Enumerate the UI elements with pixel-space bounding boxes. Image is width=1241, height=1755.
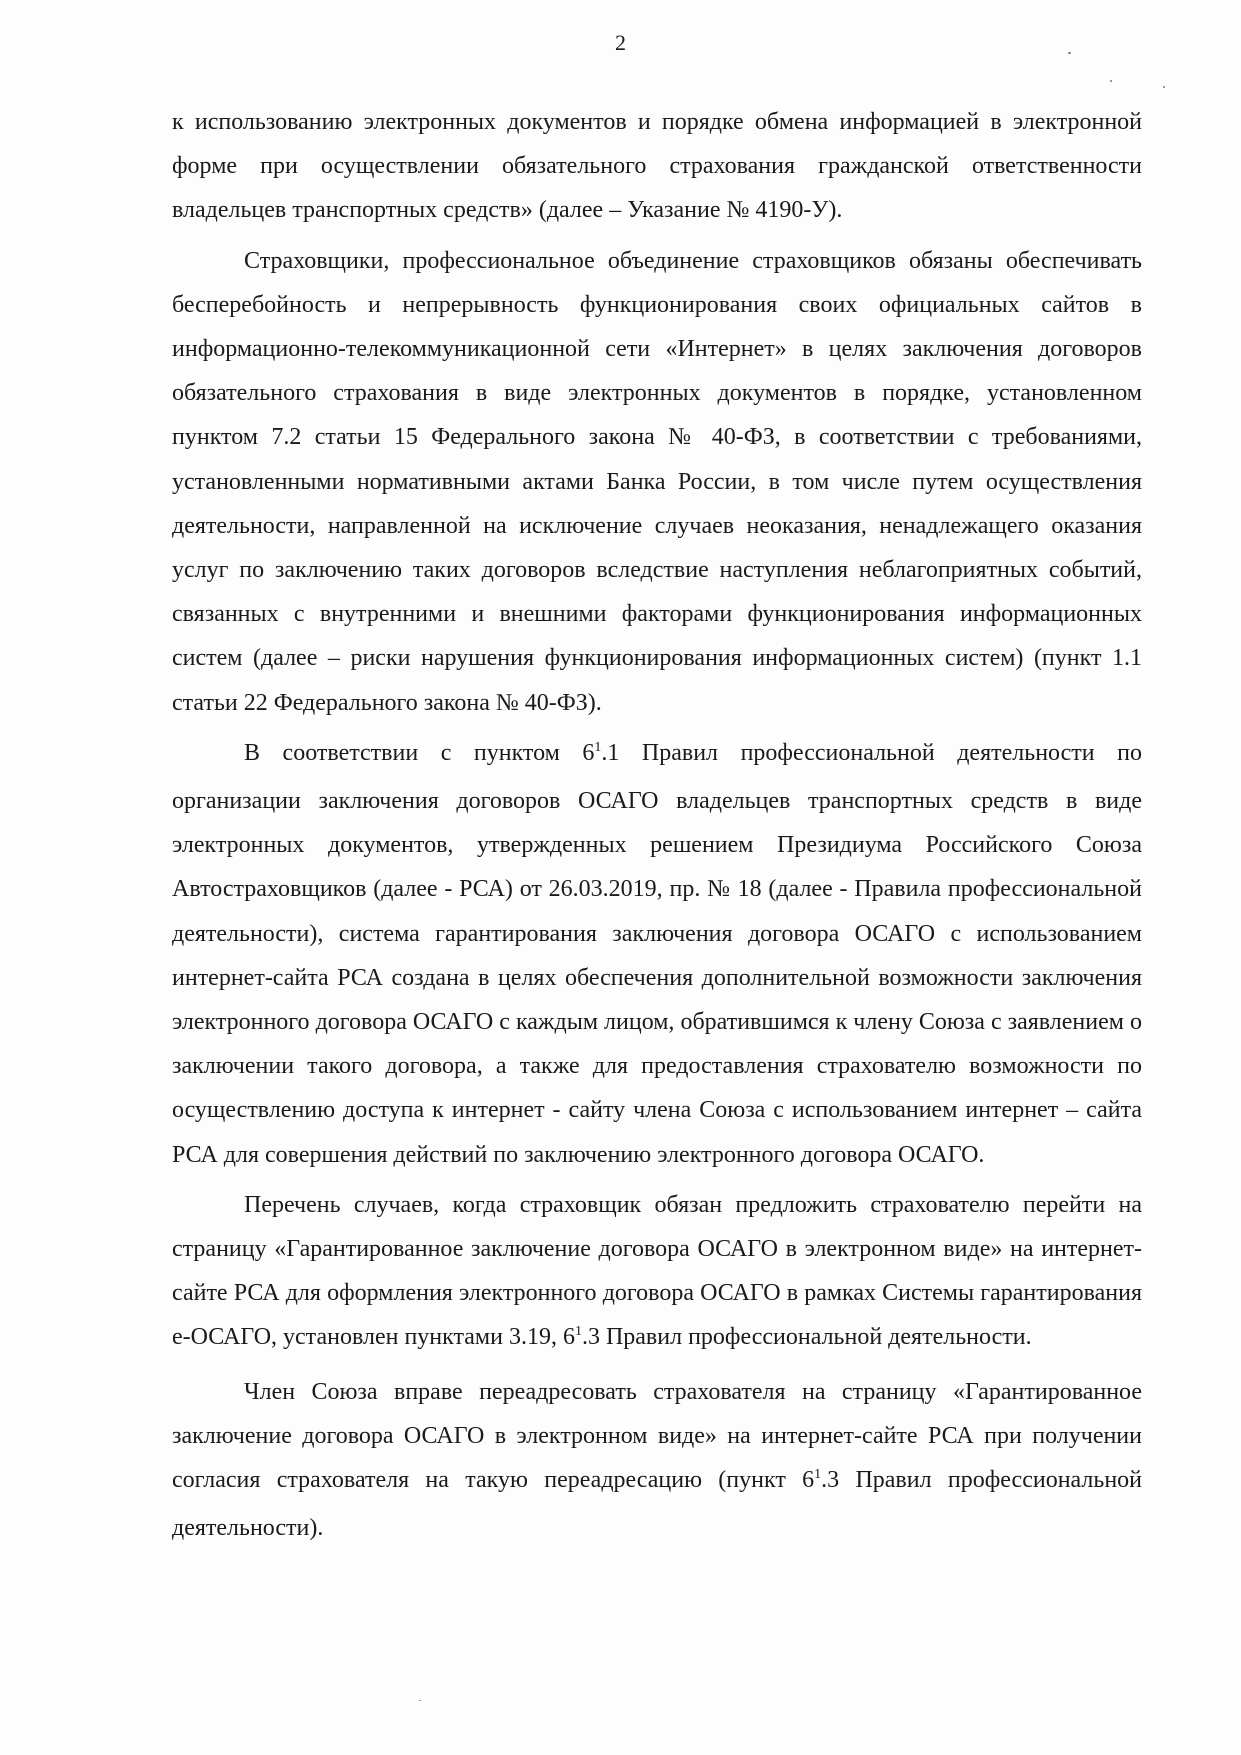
paragraph-5 — [172, 1370, 1142, 1551]
document-body — [172, 100, 1142, 1551]
superscript-marker: 1 — [814, 1467, 822, 1483]
paragraph-3-text-end: .1 Правил профессиональной деятельности по организации заключения договоров ОСАГО владельцев транспортных средств в виде электронных документов, утвержденных решением Президиума Российского Союза Автостраховщиков (далее - РСА) от 26.03.2019, пр. № 18 (далее - Правила профессиональной деятельности), система гарантирования заключения договора ОСАГО с использованием интернет-сайта РСА создана в целях обеспечения дополнительной возможности заключения электронного договора ОСАГО с каждым лицом, обратившимся к члену Союза с заявлением о заключении такого договора, а также для предоставления страхователю возможности по осуществлению доступа к интернет - сайту члена Союза с использованием интернет – сайта РСА для совершения действий по заключению электронного договора ОСАГО. — [172, 739, 1142, 1168]
superscript-marker: 1 — [594, 739, 602, 755]
paragraph-5-text-end: .3 Правил профессиональной деятельности). — [172, 1467, 1143, 1542]
paragraph-4 — [172, 1183, 1142, 1364]
superscript-marker: 1 — [574, 1324, 582, 1340]
paragraph-1: к использованию электронных документов и порядке обмена информацией в электронной форме при осуществлении обязательного страхования гражданской ответственности владельцев транспортных средств» (далее – Указание № 4190-У). — [172, 109, 1142, 224]
scan-speck — [1068, 52, 1071, 54]
page-number: 2 — [615, 30, 626, 55]
scan-speck — [1163, 86, 1165, 88]
paragraph-4-text-end: .3 Правил профессиональной деятельности. — [581, 1324, 1032, 1351]
scan-speck — [1110, 80, 1112, 82]
paragraph-5-text-start: Член Союза вправе переадресовать страхователя на страницу «Гарантированное заключение договора ОСАГО в электронном виде» на интернет-сайте РСА при получении согласия страхователя на такую переадресацию (пункт 6 — [172, 1378, 1142, 1494]
paragraph-3-text-start: В соответствии с пунктом 6 — [244, 739, 595, 766]
paragraph-2: Страховщики, профессиональное объединение страховщиков обязаны обеспечивать бесперебойность и непрерывность функционирования своих официальных сайтов в информационно-телекоммуникационной сети «Интернет» в целях заключения договоров обязательного страхования в виде электронных документов в порядке, установленном пунктом 7.2 статьи 15 Федерального закона № 40-ФЗ, в соответствии с требованиями, установленными нормативными актами Банка России, в том числе путем осуществления деятельности, направленной на исключение случаев неоказания, ненадлежащего оказания услуг по заключению таких договоров вследствие наступления неблагоприятных событий, связанных с внутренними и внешними факторами функционирования информационных систем (далее – риски нарушения функционирования информационных систем) (пункт 1.1 статьи 22 Федерального закона № 40-ФЗ). — [172, 247, 1142, 716]
paragraph-4-text-start: Перечень случаев, когда страховщик обязан предложить страхователю перейти на страницу «Гарантированное заключение договора ОСАГО в электронном виде» на интернет-сайте РСА для оформления электронного договора ОСАГО в рамках Системы гарантирования е-ОСАГО, установлен пунктами 3.19, 6 — [172, 1191, 1142, 1351]
paragraph-3 — [172, 731, 1142, 1177]
scan-speck — [419, 1700, 421, 1701]
